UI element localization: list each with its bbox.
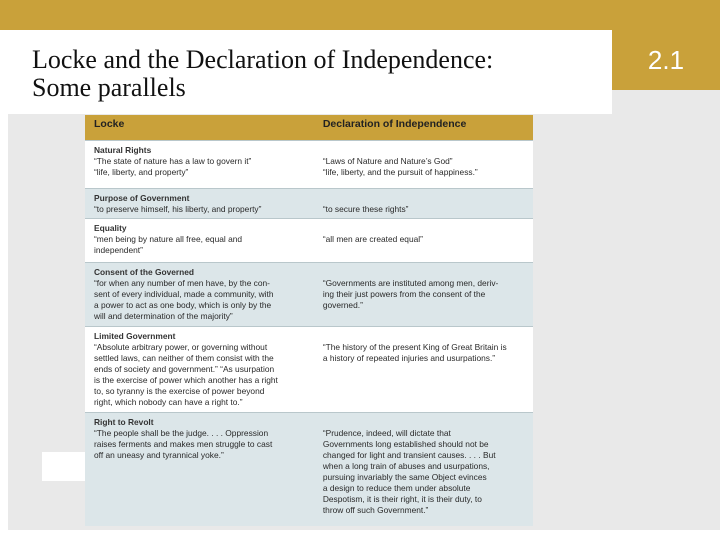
locke-quote-line: to, so tyranny is the exercise of power beyond [94, 385, 265, 396]
declaration-cell [315, 412, 533, 526]
locke-quote-line: right, which nobody can have a right to.” [94, 396, 243, 407]
declaration-cell [315, 188, 533, 218]
locke-quote-line: independent” [94, 244, 143, 255]
declaration-quote-line: “to secure these rights” [322, 203, 409, 214]
declaration-quote-line: “Prudence, indeed, will dictate that [322, 427, 451, 438]
locke-cell [85, 188, 315, 218]
locke-quote-line: “Absolute arbitrary power, or governing without [94, 341, 268, 352]
section-heading: Right to Revolt [94, 416, 154, 427]
declaration-quote-line: “Laws of Nature and Nature’s God” [322, 155, 453, 166]
declaration-quote-line: when a long train of abuses and usurpations, [322, 460, 490, 471]
table-row [85, 140, 533, 188]
slide-number: 2.1 [647, 44, 685, 75]
declaration-quote-line: changed for light and transient causes. . . . But [322, 449, 496, 460]
cell-spacer [323, 331, 527, 342]
locke-quote-line: “men being by nature all free, equal and [94, 233, 243, 244]
declaration-quote-line: throw off such Government.” [322, 504, 429, 515]
locke-quote-line: off an uneasy and tyrannical yoke.” [94, 449, 224, 460]
locke-cell [85, 412, 315, 526]
locke-quote-line: “The people shall be the judge. . . . Oppression [94, 427, 269, 438]
section-heading: Consent of the Governed [94, 266, 195, 277]
locke-cell [85, 218, 315, 262]
locke-quote-line: settled laws, can neither of them consist with the [94, 352, 274, 363]
locke-quote-line: is the exercise of power which another has a right [94, 374, 278, 385]
locke-quote-line: “life, liberty, and property” [94, 166, 189, 177]
locke-quote-line: “for when any number of men have, by the con- [94, 277, 270, 288]
declaration-cell [315, 326, 533, 412]
declaration-quote-line: governed.” [322, 299, 363, 310]
comparison-table [85, 115, 533, 526]
table-row [85, 188, 533, 218]
slide-title-line2: Some parallels [32, 73, 186, 102]
cell-spacer [323, 193, 527, 204]
top-accent-bar [0, 0, 720, 30]
header-declaration: Declaration of Independence [315, 115, 533, 140]
section-heading: Purpose of Government [94, 192, 190, 203]
cell-spacer [323, 223, 527, 234]
declaration-quote-line: “life, liberty, and the pursuit of happiness.” [322, 166, 478, 177]
declaration-cell [315, 218, 533, 262]
declaration-cell [315, 140, 533, 188]
locke-quote-line: “The state of nature has a law to govern it” [94, 155, 252, 166]
declaration-quote-line: “all men are created equal” [322, 233, 423, 244]
slide-title-line1: Locke and the Declaration of Independence: [32, 45, 494, 74]
table-body [85, 140, 533, 526]
table-row [85, 326, 533, 412]
locke-quote-line: ends of society and government.” “As usurpation [94, 363, 275, 374]
table-row [85, 262, 533, 326]
locke-quote-line: will and determination of the majority” [94, 310, 233, 321]
locke-cell [85, 326, 315, 412]
declaration-quote-line: Despotism, it is their right, it is their duty, to [322, 493, 482, 504]
declaration-quote-line: ing their just powers from the consent of the [322, 288, 486, 299]
table-row [85, 412, 533, 526]
slide-title [32, 46, 493, 102]
cell-spacer [323, 267, 527, 278]
locke-cell [85, 140, 315, 188]
locke-quote-line: sent of every individual, made a community, with [94, 288, 274, 299]
section-heading: Equality [94, 222, 127, 233]
declaration-quote-line: a history of repeated injuries and usurpations.” [322, 352, 496, 363]
cell-spacer [323, 417, 527, 428]
slide-number-badge [612, 30, 720, 90]
declaration-quote-line: Governments long established should not be [322, 438, 489, 449]
locke-quote-line: “to preserve himself, his liberty, and property” [94, 203, 262, 214]
locke-quote-line: raises ferments and makes men struggle to cast [94, 438, 273, 449]
declaration-quote-line: “The history of the present King of Great Britain is [322, 341, 507, 352]
table-row [85, 218, 533, 262]
declaration-cell [315, 262, 533, 326]
cell-spacer [323, 145, 527, 156]
header-locke: Locke [85, 115, 315, 140]
section-heading: Limited Government [94, 330, 176, 341]
table-header-row [85, 115, 533, 140]
section-heading: Natural Rights [94, 144, 152, 155]
declaration-quote-line: pursuing invariably the same Object evinces [322, 471, 487, 482]
declaration-quote-line: a design to reduce them under absolute [322, 482, 471, 493]
locke-cell [85, 262, 315, 326]
declaration-quote-line: “Governments are instituted among men, deriv- [322, 277, 499, 288]
locke-quote-line: a power to act as one body, which is only by the [94, 299, 272, 310]
blank-box [42, 452, 86, 481]
